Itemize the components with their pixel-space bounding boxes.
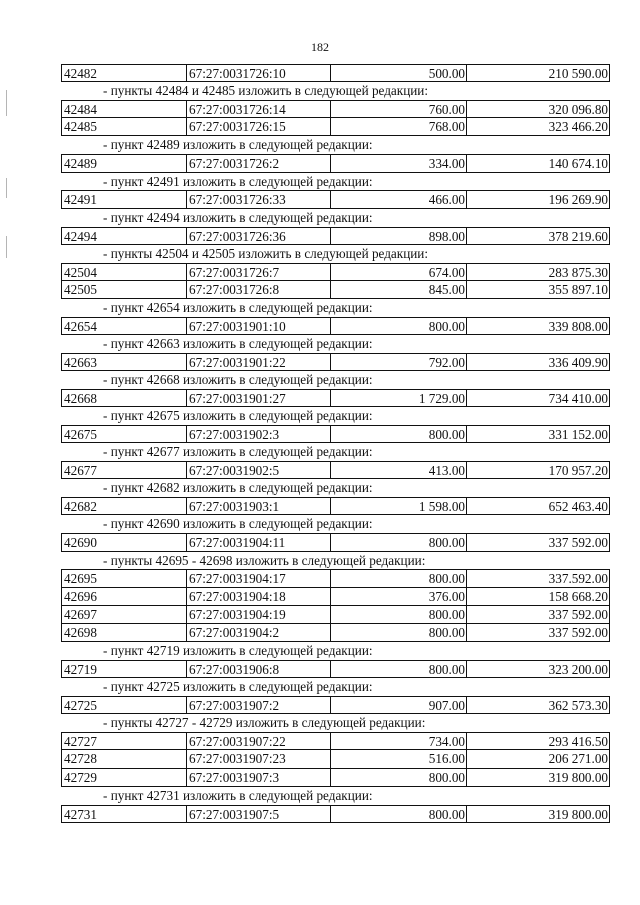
table-row [61, 281, 610, 299]
table-row [61, 100, 610, 118]
amendment-heading: - пункт 42654 изложить в следующей редакции: [103, 299, 373, 315]
amendment-heading: - пункты 42504 и 42505 изложить в следующей редакции: [103, 245, 429, 261]
cadastral-number-cell: 67:27:0031904:18 [187, 588, 331, 605]
table-row [61, 750, 610, 768]
amendment-block [61, 678, 610, 714]
cadastral-number-cell: 67:27:0031726:8 [187, 281, 331, 298]
amendment-heading: - пункты 42727 - 42729 изложить в следующей редакции: [103, 715, 426, 731]
table-row [61, 317, 610, 335]
item-number-cell: 42668 [62, 390, 187, 406]
area-cell: 800.00 [331, 570, 467, 586]
item-number-cell: 42728 [62, 750, 187, 767]
area-cell: 516.00 [331, 750, 467, 767]
value-cell: 331 152.00 [548, 427, 608, 443]
item-number-cell: 42491 [62, 191, 187, 207]
amendment-block [61, 335, 610, 371]
area-cell: 1 598.00 [331, 498, 467, 514]
area-cell: 674.00 [331, 264, 467, 280]
amendment-heading: - пункт 42719 изложить в следующей редакции: [103, 643, 373, 659]
item-number-cell: 42696 [62, 588, 187, 605]
item-number-cell: 42731 [62, 806, 187, 822]
page-number: 182 [311, 40, 329, 54]
amendment-heading: - пункт 42663 изложить в следующей редакции: [103, 336, 373, 352]
item-number-cell: 42485 [62, 118, 187, 135]
amendment-block [61, 642, 610, 678]
area-cell: 800.00 [331, 606, 467, 623]
value-cell: 323 200.00 [548, 662, 608, 678]
cadastral-number-cell: 67:27:0031906:8 [187, 661, 331, 677]
table-row [61, 461, 610, 479]
table-row [61, 118, 610, 136]
table-row [61, 263, 610, 281]
item-number-cell: 42675 [62, 426, 187, 442]
cadastral-number-cell: 67:27:0031904:2 [187, 624, 331, 641]
table-row [61, 227, 610, 245]
area-cell: 800.00 [331, 769, 467, 786]
table-row [61, 805, 610, 823]
table-row [61, 569, 610, 587]
area-cell: 466.00 [331, 191, 467, 207]
cadastral-number-cell: 67:27:0031726:7 [187, 264, 331, 280]
table-row [61, 425, 610, 443]
amendment-block [61, 371, 610, 407]
cadastral-number-cell: 67:27:0031901:22 [187, 354, 331, 370]
value-cell: 337 592.00 [548, 535, 608, 551]
amendment-block [61, 245, 610, 299]
amendment-block [61, 209, 610, 245]
item-number-cell: 42690 [62, 534, 187, 550]
amendment-heading: - пункт 42489 изложить в следующей редакции: [103, 137, 373, 153]
amendment-block [61, 479, 610, 515]
item-number-cell: 42677 [62, 462, 187, 478]
value-cell: 337 592.00 [548, 624, 608, 640]
area-cell: 898.00 [331, 228, 467, 244]
cadastral-number-cell: 67:27:0031902:3 [187, 426, 331, 442]
value-cell: 206 271.00 [548, 751, 608, 767]
value-cell: 210 590.00 [548, 66, 608, 81]
amendment-heading: - пункт 42731 изложить в следующей редакции: [103, 787, 373, 803]
scan-margin-mark [6, 236, 7, 258]
value-cell: 140 674.10 [548, 156, 608, 172]
table-row [61, 533, 610, 551]
area-cell: 334.00 [331, 155, 467, 171]
amendment-block [61, 136, 610, 172]
area-cell: 845.00 [331, 281, 467, 298]
item-number-cell: 42695 [62, 570, 187, 586]
cadastral-number-cell: 67:27:0031902:5 [187, 462, 331, 478]
table-row [61, 624, 610, 642]
amendment-block [61, 407, 610, 443]
table-row [61, 389, 610, 407]
amendment-heading: - пункты 42695 - 42698 изложить в следующей редакции: [103, 552, 426, 568]
value-cell: 378 219.60 [548, 228, 608, 244]
scan-margin-mark [6, 178, 7, 198]
value-cell: 293 416.50 [548, 734, 608, 750]
item-number-cell: 42727 [62, 733, 187, 749]
amendment-block [61, 82, 610, 136]
cadastral-number-cell: 67:27:0031726:36 [187, 228, 331, 244]
area-cell: 500.00 [331, 65, 467, 81]
cadastral-number-cell: 67:27:0031904:11 [187, 534, 331, 550]
item-number-cell: 42482 [62, 65, 187, 81]
item-number-cell: 42505 [62, 281, 187, 298]
amendment-block [61, 787, 610, 823]
cadastral-number-cell: 67:27:0031726:10 [187, 65, 331, 81]
item-number-cell: 42697 [62, 606, 187, 623]
amendment-block [61, 443, 610, 479]
item-number-cell: 42504 [62, 264, 187, 280]
item-number-cell: 42663 [62, 354, 187, 370]
value-cell: 339 808.00 [548, 318, 608, 334]
amendment-table [61, 64, 610, 823]
item-number-cell: 42725 [62, 697, 187, 713]
amendment-heading: - пункт 42668 изложить в следующей редакции: [103, 372, 373, 388]
value-cell: 158 668.20 [548, 588, 608, 604]
area-cell: 734.00 [331, 733, 467, 749]
cadastral-number-cell: 67:27:0031901:27 [187, 390, 331, 406]
area-cell: 1 729.00 [331, 390, 467, 406]
cadastral-number-cell: 67:27:0031903:1 [187, 498, 331, 514]
cadastral-number-cell: 67:27:0031726:15 [187, 118, 331, 135]
table-row [61, 64, 610, 82]
table-row [61, 660, 610, 678]
amendment-block [61, 173, 610, 209]
amendment-heading: - пункт 42725 изложить в следующей редакции: [103, 679, 373, 695]
area-cell: 800.00 [331, 426, 467, 442]
table-row [61, 353, 610, 371]
value-cell: 336 409.90 [548, 354, 608, 370]
amendment-heading: - пункт 42491 изложить в следующей редакции: [103, 173, 373, 189]
area-cell: 800.00 [331, 661, 467, 677]
value-cell: 320 096.80 [548, 102, 608, 118]
amendment-heading: - пункт 42494 изложить в следующей редакции: [103, 209, 373, 225]
amendment-heading: - пункт 42675 изложить в следующей редакции: [103, 408, 373, 424]
area-cell: 800.00 [331, 624, 467, 641]
value-cell: 283 875.30 [548, 264, 608, 280]
area-cell: 800.00 [331, 534, 467, 550]
amendment-block [61, 515, 610, 551]
item-number-cell: 42494 [62, 228, 187, 244]
table-row [61, 497, 610, 515]
cadastral-number-cell: 67:27:0031904:19 [187, 606, 331, 623]
cadastral-number-cell: 67:27:0031726:2 [187, 155, 331, 171]
value-cell: 362 573.30 [548, 698, 608, 714]
scan-margin-mark [6, 90, 7, 116]
value-cell: 323 466.20 [548, 119, 608, 135]
area-cell: 768.00 [331, 118, 467, 135]
value-cell: 196 269.90 [548, 192, 608, 208]
value-cell: 337.592.00 [548, 571, 608, 587]
amendment-block [61, 552, 610, 643]
table-row [61, 732, 610, 750]
amendment-heading: - пункт 42677 изложить в следующей редакции: [103, 444, 373, 460]
amendment-block [61, 714, 610, 786]
cadastral-number-cell: 67:27:0031907:23 [187, 750, 331, 767]
area-cell: 760.00 [331, 101, 467, 117]
table-row [61, 606, 610, 624]
area-cell: 413.00 [331, 462, 467, 478]
item-number-cell: 42489 [62, 155, 187, 171]
value-cell: 734 410.00 [548, 391, 608, 406]
amendment-block [61, 64, 610, 82]
cadastral-number-cell: 67:27:0031726:14 [187, 101, 331, 117]
cadastral-number-cell: 67:27:0031907:2 [187, 697, 331, 713]
value-cell: 355 897.10 [548, 281, 608, 297]
table-row [61, 588, 610, 606]
table-row [61, 769, 610, 787]
table-row [61, 696, 610, 714]
amendment-heading: - пункт 42690 изложить в следующей редакции: [103, 516, 373, 532]
table-row [61, 154, 610, 172]
amendment-heading: - пункт 42682 изложить в следующей редакции: [103, 480, 373, 496]
cadastral-number-cell: 67:27:0031907:3 [187, 769, 331, 786]
area-cell: 376.00 [331, 588, 467, 605]
cadastral-number-cell: 67:27:0031901:10 [187, 318, 331, 334]
value-cell: 337 592.00 [548, 606, 608, 622]
value-cell: 170 957.20 [548, 463, 608, 479]
item-number-cell: 42719 [62, 661, 187, 677]
amendment-block [61, 299, 610, 335]
item-number-cell: 42654 [62, 318, 187, 334]
area-cell: 800.00 [331, 806, 467, 822]
item-number-cell: 42729 [62, 769, 187, 786]
cadastral-number-cell: 67:27:0031904:17 [187, 570, 331, 586]
item-number-cell: 42682 [62, 498, 187, 514]
value-cell: 319 800.00 [548, 806, 608, 822]
item-number-cell: 42484 [62, 101, 187, 117]
value-cell: 319 800.00 [548, 769, 608, 785]
area-cell: 800.00 [331, 318, 467, 334]
value-cell: 652 463.40 [548, 499, 608, 515]
table-row [61, 190, 610, 208]
cadastral-number-cell: 67:27:0031907:5 [187, 806, 331, 822]
area-cell: 792.00 [331, 354, 467, 370]
amendment-heading: - пункты 42484 и 42485 изложить в следующей редакции: [103, 83, 429, 99]
cadastral-number-cell: 67:27:0031726:33 [187, 191, 331, 207]
item-number-cell: 42698 [62, 624, 187, 641]
area-cell: 907.00 [331, 697, 467, 713]
cadastral-number-cell: 67:27:0031907:22 [187, 733, 331, 749]
